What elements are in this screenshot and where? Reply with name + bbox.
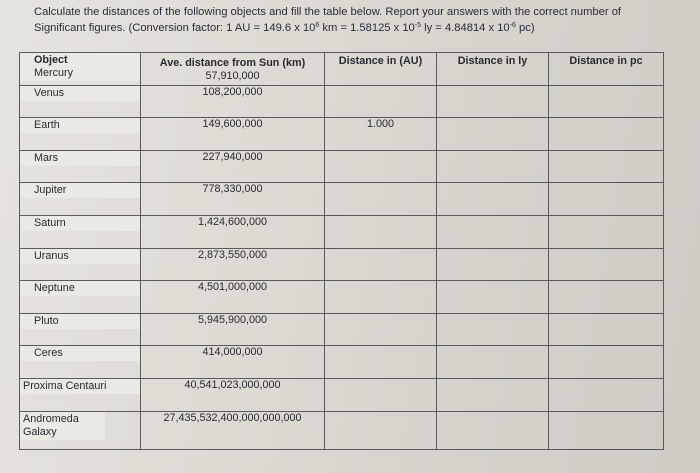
pc-cell	[549, 313, 664, 346]
object-cell	[20, 378, 141, 411]
km-cell: 27,435,532,400,000,000,000	[141, 411, 325, 449]
ly-cell	[437, 378, 549, 411]
column-header-distance-pc: Distance in pc	[569, 55, 643, 67]
object-name: Mars	[20, 151, 140, 166]
object-name: Mercury	[34, 67, 73, 79]
au-cell	[325, 53, 437, 86]
table-row	[20, 313, 664, 346]
object-cell	[20, 281, 141, 314]
ly-cell	[437, 313, 549, 346]
pc-cell	[549, 378, 664, 411]
object-cell	[20, 411, 141, 449]
object-name: Pluto	[20, 314, 140, 329]
object-cell	[20, 313, 141, 346]
object-cell	[20, 248, 141, 281]
km-value: 57,910,000	[205, 70, 260, 82]
au-cell	[325, 281, 437, 314]
instructions-text: ly = 4.84814 x 10	[421, 22, 510, 34]
ly-cell	[437, 281, 549, 314]
object-cell	[20, 150, 141, 183]
au-cell	[325, 346, 437, 379]
table-row	[20, 85, 664, 118]
ly-cell	[437, 411, 549, 449]
au-cell	[325, 85, 437, 118]
exponent: -5	[414, 22, 422, 29]
ly-cell	[437, 85, 549, 118]
object-name: Ceres	[20, 346, 140, 361]
object-cell	[20, 53, 141, 86]
exponent: -6	[509, 22, 516, 29]
pc-cell	[549, 215, 664, 248]
object-cell	[20, 183, 141, 216]
table-row	[20, 53, 664, 86]
km-cell: 40,541,023,000,000	[141, 378, 325, 411]
object-name: Proxima Centauri	[20, 379, 140, 394]
pc-cell	[549, 53, 664, 86]
ly-cell	[437, 346, 549, 379]
au-cell	[325, 313, 437, 346]
km-cell: 5,945,900,000	[141, 313, 325, 346]
object-name: Jupiter	[20, 183, 140, 198]
au-cell	[325, 150, 437, 183]
pc-cell	[549, 150, 664, 183]
table-row	[20, 346, 664, 379]
object-name: Neptune	[20, 281, 140, 296]
ly-cell	[437, 118, 549, 151]
object-name: Earth	[20, 118, 140, 133]
table-row	[20, 411, 664, 449]
instructions	[34, 4, 684, 36]
au-cell	[325, 411, 437, 449]
object-name: Saturn	[20, 216, 140, 231]
ly-cell	[437, 215, 549, 248]
km-cell: 414,000,000	[141, 346, 325, 379]
km-cell	[141, 53, 325, 86]
table-row	[20, 118, 664, 151]
pc-cell	[549, 346, 664, 379]
object-name: Venus	[20, 86, 140, 101]
column-header-object: Object	[34, 54, 68, 66]
pc-cell	[549, 183, 664, 216]
object-cell	[20, 215, 141, 248]
object-name: Andromeda Galaxy	[20, 412, 105, 440]
ly-cell	[437, 248, 549, 281]
au-cell	[325, 248, 437, 281]
km-cell: 149,600,000	[141, 118, 325, 151]
pc-cell	[549, 411, 664, 449]
km-cell: 4,501,000,000	[141, 281, 325, 314]
au-cell	[325, 183, 437, 216]
object-name: Uranus	[20, 249, 140, 264]
instructions-text: km = 1.58125 x 10	[319, 22, 415, 34]
km-cell: 778,330,000	[141, 183, 325, 216]
au-cell: 1.000	[325, 118, 437, 151]
ly-cell	[437, 150, 549, 183]
column-header-distance-au: Distance in (AU)	[338, 55, 423, 67]
au-cell	[325, 378, 437, 411]
table-row	[20, 378, 664, 411]
km-cell: 108,200,000	[141, 85, 325, 118]
table-row	[20, 281, 664, 314]
table-row	[20, 248, 664, 281]
table-row	[20, 183, 664, 216]
ly-cell	[437, 53, 549, 86]
pc-cell	[549, 248, 664, 281]
instructions-text: pc)	[515, 22, 535, 34]
column-header-ave-distance: Ave. distance from Sun (km)	[159, 57, 306, 69]
exponent: 6	[315, 22, 320, 29]
km-cell: 227,940,000	[141, 150, 325, 183]
au-cell	[325, 215, 437, 248]
ly-cell	[437, 183, 549, 216]
pc-cell	[549, 281, 664, 314]
pc-cell	[549, 85, 664, 118]
table-body	[20, 53, 664, 450]
instructions-line-1: Calculate the distances of the following objects and fill the table below. Report your answers with the correct number of	[34, 6, 622, 18]
object-cell	[20, 118, 141, 151]
object-cell-content	[20, 53, 140, 81]
pc-cell	[549, 118, 664, 151]
object-cell	[20, 85, 141, 118]
object-cell	[20, 346, 141, 379]
table-row	[20, 215, 664, 248]
column-header-distance-ly: Distance in ly	[457, 55, 528, 67]
distance-table	[19, 52, 664, 450]
km-cell: 2,873,550,000	[141, 248, 325, 281]
km-cell: 1,424,600,000	[141, 215, 325, 248]
table-row	[20, 150, 664, 183]
instructions-text: Significant figures. (Conversion factor: 1 AU = 149.6 x 10	[34, 22, 316, 34]
instructions-line-2	[34, 20, 684, 36]
